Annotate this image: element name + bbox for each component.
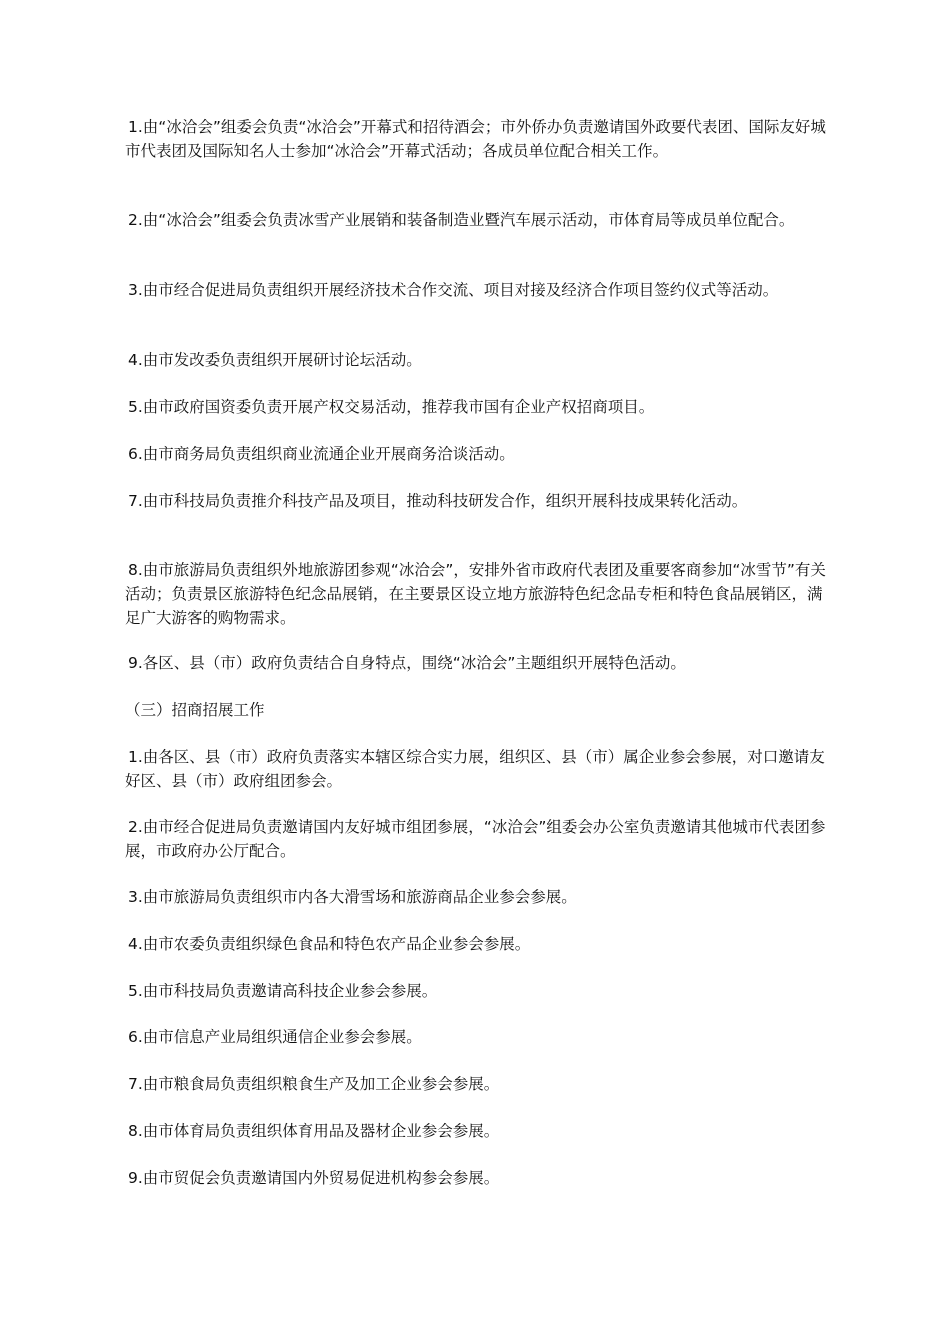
paragraph-investment-2: 2.由市经合促进局负责邀请国内友好城市组团参展，“冰洽会”组委会办公室负责邀请其他城市代表团参展，市政府办公厅配合。 (125, 818, 826, 860)
paragraph-activity-1: 1.由“冰洽会”组委会负责“冰洽会”开幕式和招待酒会；市外侨办负责邀请国外政要代表团、国际友好城市代表团及国际知名人士参加“冰洽会”开幕式活动；各成员单位配合相关工作。 (125, 118, 826, 160)
paragraph-activity-9: 9.各区、县（市）政府负责结合自身特点，围绕“冰洽会”主题组织开展特色活动。 (128, 654, 686, 672)
paragraph-activity-2: 2.由“冰洽会”组委会负责冰雪产业展销和装备制造业暨汽车展示活动，市体育局等成员单位配合。 (128, 211, 795, 229)
paragraph-activity-6: 6.由市商务局负责组织商业流通企业开展商务洽谈活动。 (128, 445, 515, 463)
paragraph-activity-3: 3.由市经合促进局负责组织开展经济技术合作交流、项目对接及经济合作项目签约仪式等活动。 (128, 281, 779, 299)
paragraph-investment-9: 9.由市贸促会负责邀请国内外贸易促进机构参会参展。 (128, 1169, 500, 1187)
paragraph-investment-4: 4.由市农委负责组织绿色食品和特色农产品企业参会参展。 (128, 935, 531, 953)
paragraph-investment-6: 6.由市信息产业局组织通信企业参会参展。 (128, 1028, 422, 1046)
section-heading-investment: （三）招商招展工作 (125, 701, 265, 719)
paragraph-investment-7: 7.由市粮食局负责组织粮食生产及加工企业参会参展。 (128, 1075, 500, 1093)
paragraph-activity-5: 5.由市政府国资委负责开展产权交易活动，推荐我市国有企业产权招商项目。 (128, 398, 655, 416)
paragraph-investment-5: 5.由市科技局负责邀请高科技企业参会参展。 (128, 982, 438, 1000)
paragraph-activity-8: 8.由市旅游局负责组织外地旅游团参观“冰洽会”，安排外省市政府代表团及重要客商参加“冰雪节”有关活动；负责景区旅游特色纪念品展销，在主要景区设立地方旅游特色纪念品专柜和特色食品展销区，满足广大游客的购物需求。 (125, 561, 826, 627)
paragraph-investment-1: 1.由各区、县（市）政府负责落实本辖区综合实力展，组织区、县（市）属企业参会参展，对口邀请友好区、县（市）政府组团参会。 (125, 748, 825, 790)
paragraph-activity-4: 4.由市发改委负责组织开展研讨论坛活动。 (128, 351, 422, 369)
paragraph-investment-8: 8.由市体育局负责组织体育用品及器材企业参会参展。 (128, 1122, 500, 1140)
paragraph-activity-7: 7.由市科技局负责推介科技产品及项目，推动科技研发合作，组织开展科技成果转化活动。 (128, 492, 748, 510)
paragraph-investment-3: 3.由市旅游局负责组织市内各大滑雪场和旅游商品企业参会参展。 (128, 888, 577, 906)
